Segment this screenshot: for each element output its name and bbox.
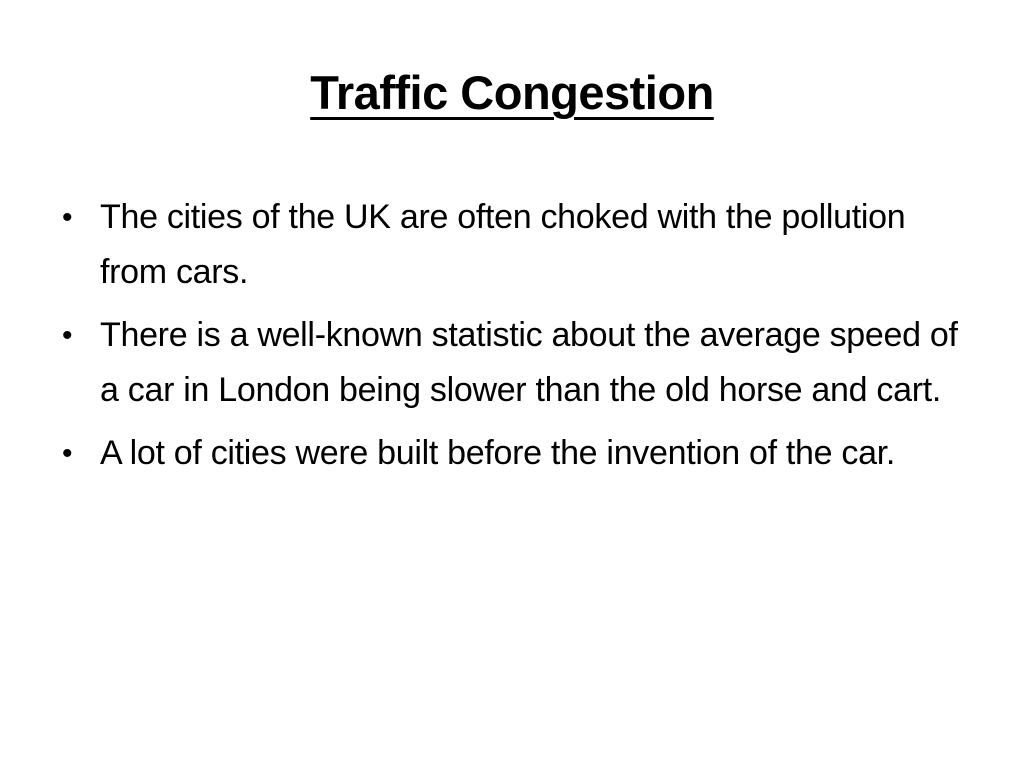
bullet-item [62,190,962,300]
slide-title: Traffic Congestion [310,66,714,119]
bullet-item [62,308,962,418]
bullet-item [62,426,962,481]
bullet-icon: • [62,319,73,352]
bullet-text: A lot of cities were built before the invention of the car. [100,434,895,472]
bullet-icon: • [62,437,73,470]
bullet-text: There is a well-known statistic about the average speed of a car in London being slower than the old horse and cart. [100,316,958,409]
bullet-icon: • [62,201,73,234]
bullet-list [62,190,962,489]
bullet-text: The cities of the UK are often choked with the pollution from cars. [100,198,906,291]
